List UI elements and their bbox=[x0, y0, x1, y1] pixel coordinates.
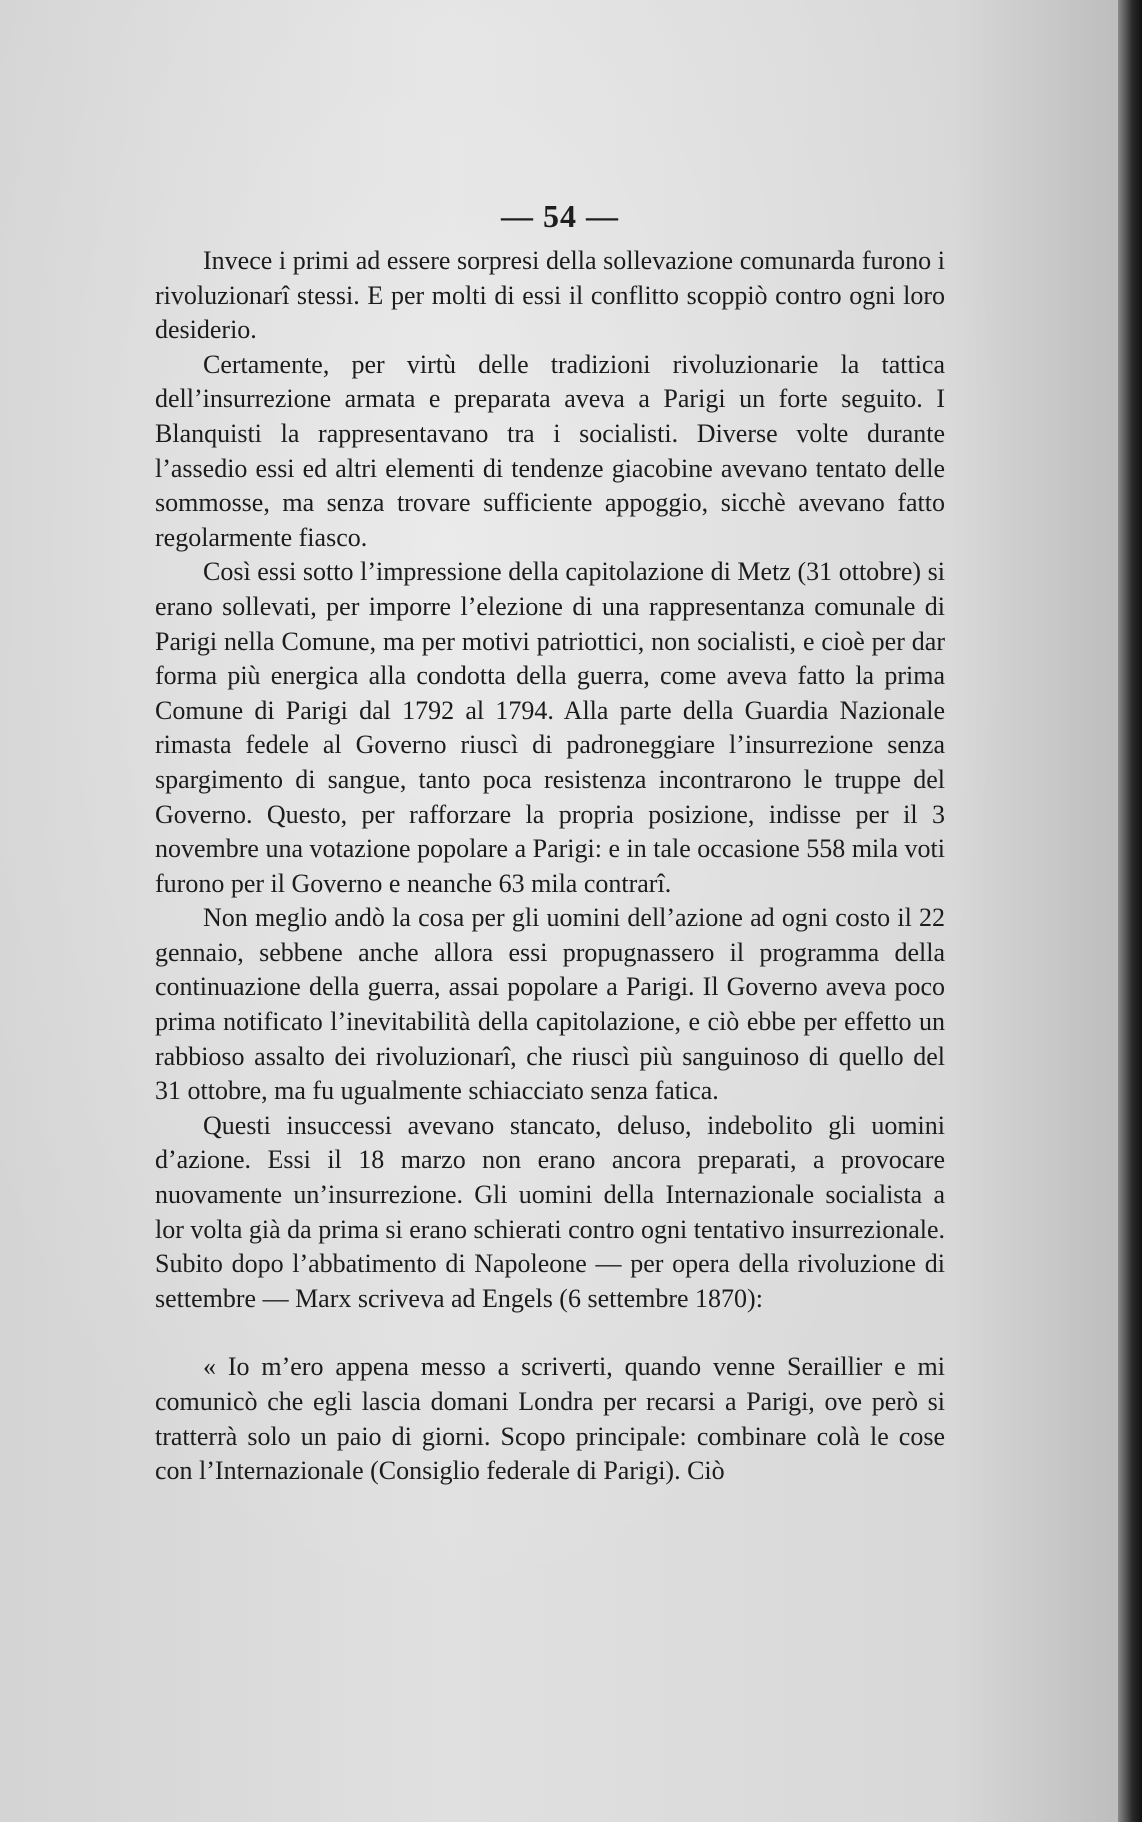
paragraph-2: Certamente, per virtù delle tradizioni rivoluzionarie la tattica dell’insurrezione armata e preparata aveva a Parigi un forte seguito. I Blanquisti la rappresentavano tra i socialisti. Diverse volte durante l’assedio essi ed altri elementi di tendenze giacobine avevano tentato delle sommosse, ma senza trovare sufficiente appoggio, sicchè avevano fatto regolarmente fiasco. bbox=[155, 349, 945, 552]
page-number: — 54 — bbox=[501, 198, 619, 234]
paragraph-3: Così essi sotto l’impressione della capitolazione di Metz (31 ottobre) si erano sollevati, per imporre l’elezione di una rappresentanza comunale di Parigi nella Comune, ma per motivi patriottici, non socialisti, e cioè per dar forma più energica alla condotta della guerra, come aveva fatto la prima Comune di Parigi dal 1792 al 1794. Alla parte della Guardia Nazionale rimasta fedele al Governo riuscì di padroneggiare l’insurrezione senza spargimento di sangue, tanto poca resistenza incontrarono le truppe del Governo. Questo, per rafforzare la propria posizione, indisse per il 3 novembre una votazione popolare a Parigi: e in tale occasione 558 mila voti furono per il Governo e neanche 63 mila contrarî. bbox=[155, 557, 945, 898]
paragraph-5: Questi insuccessi avevano stancato, deluso, indebolito gli uomini d’azione. Essi il 18 marzo non erano ancora preparati, a provocare nuovamente un’insurrezione. Gli uomini della Internazionale socialista a lor volta già da prima si erano schierati contro ogni tentativo insurrezionale. Subito dopo l’abbatimento di Napoleone — per opera della rivoluzione di settembre — Marx scriveva ad Engels (6 settembre 1870): bbox=[155, 1110, 945, 1313]
paragraph-1: Invece i primi ad essere sorpresi della sollevazione comunarda furono i rivoluzionarî stessi. E per molti di essi il conflitto scoppiò contro ogni loro desiderio. bbox=[155, 246, 945, 345]
page-edge-shadow bbox=[1118, 0, 1142, 1822]
quotation: « Io m’ero appena messo a scriverti, quando venne Seraillier e mi comunicò che egli lascia domani Londra per recarsi a Parigi, ove però si tratterrà solo un paio di giorni. Scopo principale: combinare colà le cose con l’Internazionale (Consiglio federale di Parigi). Ciò bbox=[155, 1352, 945, 1486]
paragraph-4: Non meglio andò la cosa per gli uomini dell’azione ad ogni costo il 22 gennaio, sebbene anche allora essi propugnassero il programma della continuazione della guerra, assai popolare a Parigi. Il Governo aveva poco prima notificato l’inevitabilità della capitolazione, e ciò ebbe per effetto un rabbioso assalto dei rivoluzionarî, che riuscì più sanguinoso di quello del 31 ottobre, ma fu ugualmente schiacciato senza fatica. bbox=[155, 903, 945, 1106]
body-text bbox=[155, 244, 945, 1489]
